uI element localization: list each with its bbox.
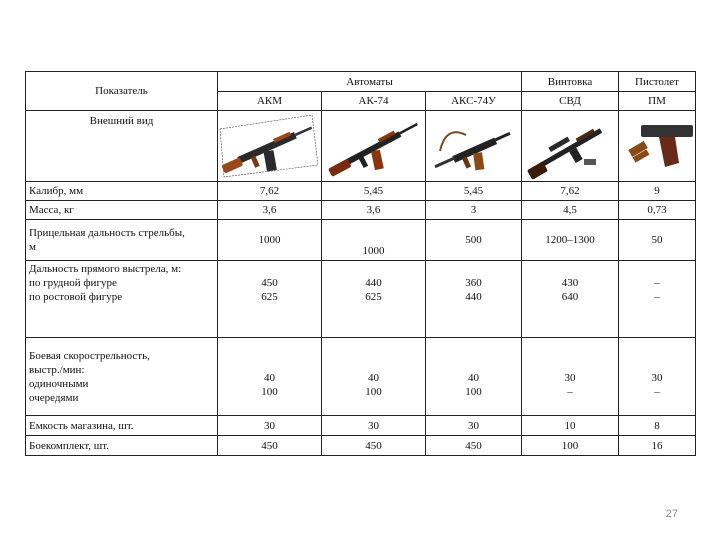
header-group-automatic: Автоматы <box>218 72 522 92</box>
akm-rifle-image <box>218 111 322 182</box>
magazine-aks74u: 30 <box>426 416 522 436</box>
header-group-rifle: Винтовка <box>522 72 619 92</box>
mass-row <box>26 201 696 220</box>
page-number: 27 <box>665 508 678 520</box>
mass-aks74u: 3 <box>426 201 522 220</box>
ammo-row <box>26 436 696 456</box>
caliber-label: Калибр, мм <box>26 182 218 201</box>
caliber-ak74: 5,45 <box>322 182 426 201</box>
caliber-aks74u: 5,45 <box>426 182 522 201</box>
fire-rate-row <box>26 338 696 416</box>
appearance-row <box>26 111 696 182</box>
range-pm: 50 <box>619 220 696 261</box>
point-blank-row <box>26 261 696 338</box>
fire-rate-aks74u: 40 100 <box>426 338 522 416</box>
mass-akm: 3,6 <box>218 201 322 220</box>
model-akm: АКМ <box>218 92 322 111</box>
mass-ak74: 3,6 <box>322 201 426 220</box>
caliber-row <box>26 182 696 201</box>
ak74-rifle-image <box>322 111 426 182</box>
svd-sniper-rifle-image <box>522 111 619 182</box>
fire-rate-pm: 30 – <box>619 338 696 416</box>
weapons-spec-table <box>25 71 696 456</box>
mass-svd: 4,5 <box>522 201 619 220</box>
magazine-akm: 30 <box>218 416 322 436</box>
ammo-svd: 100 <box>522 436 619 456</box>
point-blank-akm: 450 625 <box>218 261 322 338</box>
caliber-akm: 7,62 <box>218 182 322 201</box>
fire-rate-ak74: 40 100 <box>322 338 426 416</box>
pm-pistol-image <box>619 111 696 182</box>
fire-rate-label: Боевая скорострельность, выстр./мин: одиночными очередями <box>26 338 218 416</box>
magazine-svd: 10 <box>522 416 619 436</box>
point-blank-svd: 430 640 <box>522 261 619 338</box>
model-pm: ПМ <box>619 92 696 111</box>
range-svd: 1200–1300 <box>522 220 619 261</box>
ammo-pm: 16 <box>619 436 696 456</box>
range-ak74: 1000 <box>322 220 426 261</box>
fire-rate-akm: 40 100 <box>218 338 322 416</box>
aks74u-rifle-image <box>426 111 522 182</box>
magazine-label: Емкость магазина, шт. <box>26 416 218 436</box>
ammo-label: Боекомплект, шт. <box>26 436 218 456</box>
magazine-ak74: 30 <box>322 416 426 436</box>
caliber-pm: 9 <box>619 182 696 201</box>
point-blank-label: Дальность прямого выстрела, м: по грудной фигуре по ростовой фигуре <box>26 261 218 338</box>
ammo-aks74u: 450 <box>426 436 522 456</box>
caliber-svd: 7,62 <box>522 182 619 201</box>
range-aks74u: 500 <box>426 220 522 261</box>
range-label: Прицельная дальность стрельбы, м <box>26 220 218 261</box>
ammo-ak74: 450 <box>322 436 426 456</box>
mass-pm: 0,73 <box>619 201 696 220</box>
point-blank-ak74: 440 625 <box>322 261 426 338</box>
point-blank-aks74u: 360 440 <box>426 261 522 338</box>
model-aks74u: АКС-74У <box>426 92 522 111</box>
fire-rate-svd: 30 – <box>522 338 619 416</box>
header-group-pistol: Пистолет <box>619 72 696 92</box>
range-row <box>26 220 696 261</box>
range-akm: 1000 <box>218 220 322 261</box>
mass-label: Масса, кг <box>26 201 218 220</box>
header-indicator: Показатель <box>26 72 218 111</box>
appearance-label: Внешний вид <box>26 111 218 182</box>
magazine-pm: 8 <box>619 416 696 436</box>
header-row-groups <box>26 72 696 92</box>
magazine-row <box>26 416 696 436</box>
model-svd: СВД <box>522 92 619 111</box>
ammo-akm: 450 <box>218 436 322 456</box>
point-blank-pm: – – <box>619 261 696 338</box>
model-ak74: АК-74 <box>322 92 426 111</box>
